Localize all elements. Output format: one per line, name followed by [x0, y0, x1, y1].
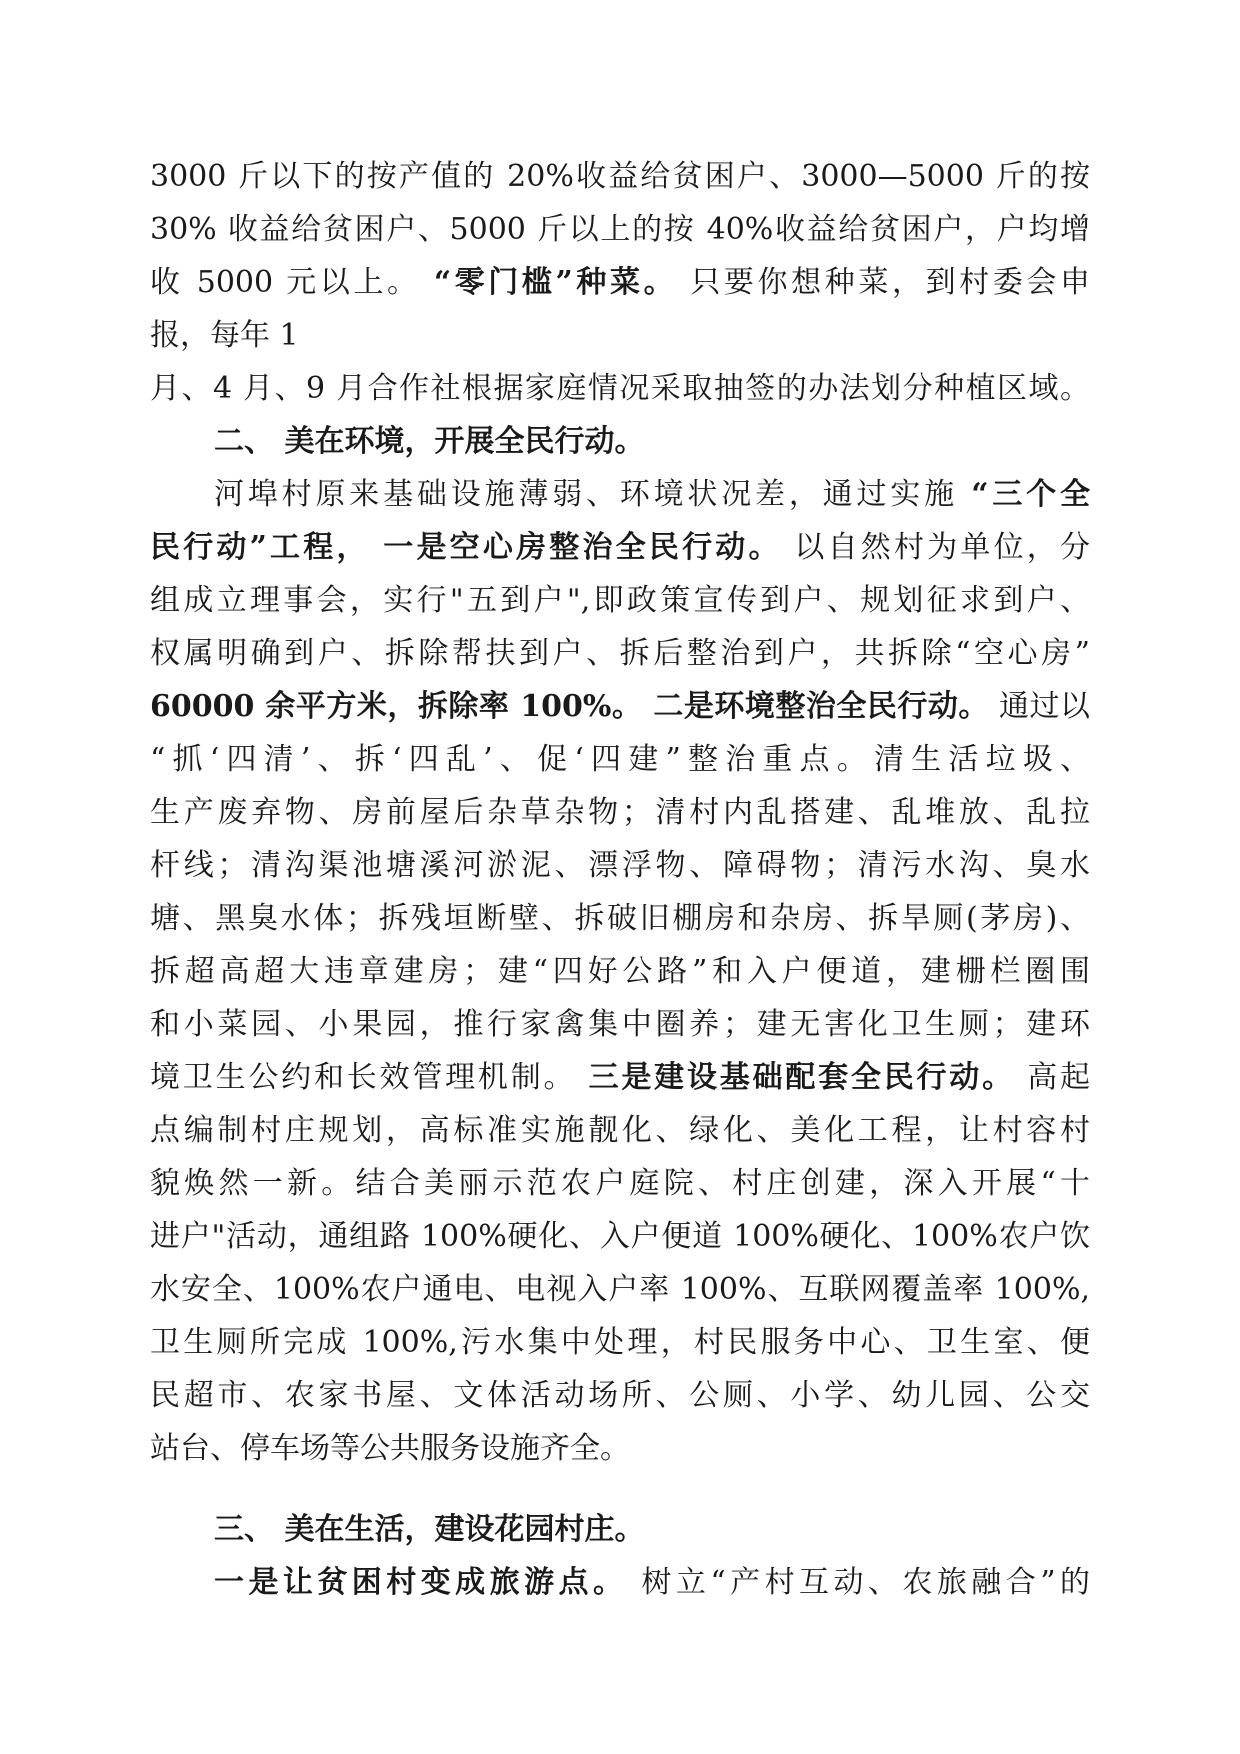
- bold-text-segment: 二、 美在环境，开展全民行动。: [214, 424, 645, 459]
- text-segment: 生产废弃物、房前屋后杂草杂物；清村内乱搭建、乱堆放、乱拉: [150, 795, 1090, 830]
- text-segment: 通过以: [988, 689, 1090, 724]
- text-segment: 水安全、100%农户通电、电视入户率 100%、互联网覆盖率 100%,: [150, 1272, 1090, 1307]
- bold-text-segment: “零门槛”种菜。: [433, 265, 678, 300]
- text-line: [150, 309, 1090, 362]
- text-line: [150, 574, 1090, 627]
- text-segment: 貌焕然一新。结合美丽示范农户庭院、村庄创建，深入开展“十: [150, 1166, 1090, 1201]
- bold-text-segment: 三、 美在生活，建设花园村庄。: [214, 1512, 645, 1547]
- text-line: [150, 1503, 1090, 1556]
- text-line: [150, 1263, 1090, 1316]
- text-segment: 点编制村庄规划，高标准实施靓化、绿化、美化工程，让村容村: [150, 1113, 1090, 1148]
- text-segment: 卫生厕所完成 100%,污水集中处理，村民服务中心、卫生室、便: [150, 1325, 1090, 1360]
- text-line: [150, 415, 1090, 468]
- text-segment: 报，每年 1: [150, 318, 299, 353]
- text-segment: 月、4 月、9 月合作社根据家庭情况采取抽签的办法划分种植区域。: [150, 371, 1090, 406]
- text-segment: 以自然村为单位，分: [781, 530, 1090, 565]
- text-segment: 民超市、农家书屋、文体活动场所、公厕、小学、幼儿园、公交: [150, 1378, 1090, 1413]
- text-segment: 站台、停车场等公共服务设施齐全。: [150, 1431, 630, 1466]
- text-line: [150, 1369, 1090, 1422]
- text-segment: 3000 斤以下的按产值的 20%收益给贫困户、3000—5000 斤的按: [150, 159, 1090, 194]
- text-line: [150, 892, 1090, 945]
- bold-text-segment: 三是建设基础配套全民行动。: [588, 1060, 1015, 1095]
- text-line: [150, 521, 1090, 574]
- text-segment: 30% 收益给贫困户、5000 斤以上的按 40%收益给贫困户，户均增: [150, 212, 1090, 247]
- text-line: [150, 1316, 1090, 1369]
- text-line: [150, 998, 1090, 1051]
- text-segment: 拆超高超大违章建房；建“四好公路”和入户便道，建栅栏圈围: [150, 954, 1090, 989]
- text-line: [150, 203, 1090, 256]
- text-line: [150, 362, 1090, 415]
- text-line: [150, 1104, 1090, 1157]
- bold-text-segment: “三个全: [971, 477, 1090, 512]
- bold-text-segment: 一是让贫困村变成旅游点。: [214, 1565, 628, 1600]
- text-line: [150, 1051, 1090, 1104]
- text-segment: 进户"活动，通组路 100%硬化、入户便道 100%硬化、100%农户饮: [150, 1219, 1090, 1254]
- text-line: [150, 1157, 1090, 1210]
- text-segment: 组成立理事会，实行"五到户",即政策宣传到户、规划征求到户、: [150, 583, 1090, 618]
- text-line: [150, 733, 1090, 786]
- text-line: [150, 945, 1090, 998]
- text-segment: 塘、黑臭水体；拆残垣断壁、拆破旧棚房和杂房、拆旱厕(茅房)、: [150, 901, 1090, 936]
- text-segment: 和小菜园、小果园，推行家禽集中圈养；建无害化卫生厕；建环: [150, 1007, 1090, 1042]
- text-segment: 高起: [1014, 1060, 1090, 1095]
- text-line: [150, 627, 1090, 680]
- text-segment: “抓‘四清’、拆‘四乱’、促‘四建”整治重点。清生活垃圾、: [150, 742, 1090, 777]
- text-line: [150, 256, 1090, 309]
- text-line: [150, 150, 1090, 203]
- text-segment: 树立“产村互动、农旅融合”的: [627, 1565, 1090, 1600]
- text-line: [150, 1210, 1090, 1263]
- text-segment: 境卫生公约和长效管理机制。: [150, 1060, 589, 1095]
- text-line: [150, 1556, 1090, 1609]
- document-page: [150, 150, 1090, 1609]
- paragraph-gap: [150, 1475, 1090, 1503]
- text-line: [150, 1422, 1090, 1475]
- text-segment: 河埠村原来基础设施薄弱、环境状况差，通过实施: [214, 477, 972, 512]
- text-segment: 杆线；清沟渠池塘溪河淤泥、漂浮物、障碍物；清污水沟、臭水: [150, 848, 1090, 883]
- bold-text-segment: 民行动”工程， 一是空心房整治全民行动。: [150, 530, 782, 565]
- text-line: [150, 468, 1090, 521]
- text-segment: 权属明确到户、拆除帮扶到户、拆后整治到户，共拆除“空心房”: [150, 636, 1090, 671]
- text-segment: 只要你想种菜，到村委会申: [677, 265, 1090, 300]
- text-line: [150, 839, 1090, 892]
- bold-text-segment: 60000 余平方米，拆除率 100%。 二是环境整治全民行动。: [150, 689, 989, 724]
- text-segment: 收 5000 元以上。: [150, 265, 434, 300]
- text-line: [150, 680, 1090, 733]
- text-line: [150, 786, 1090, 839]
